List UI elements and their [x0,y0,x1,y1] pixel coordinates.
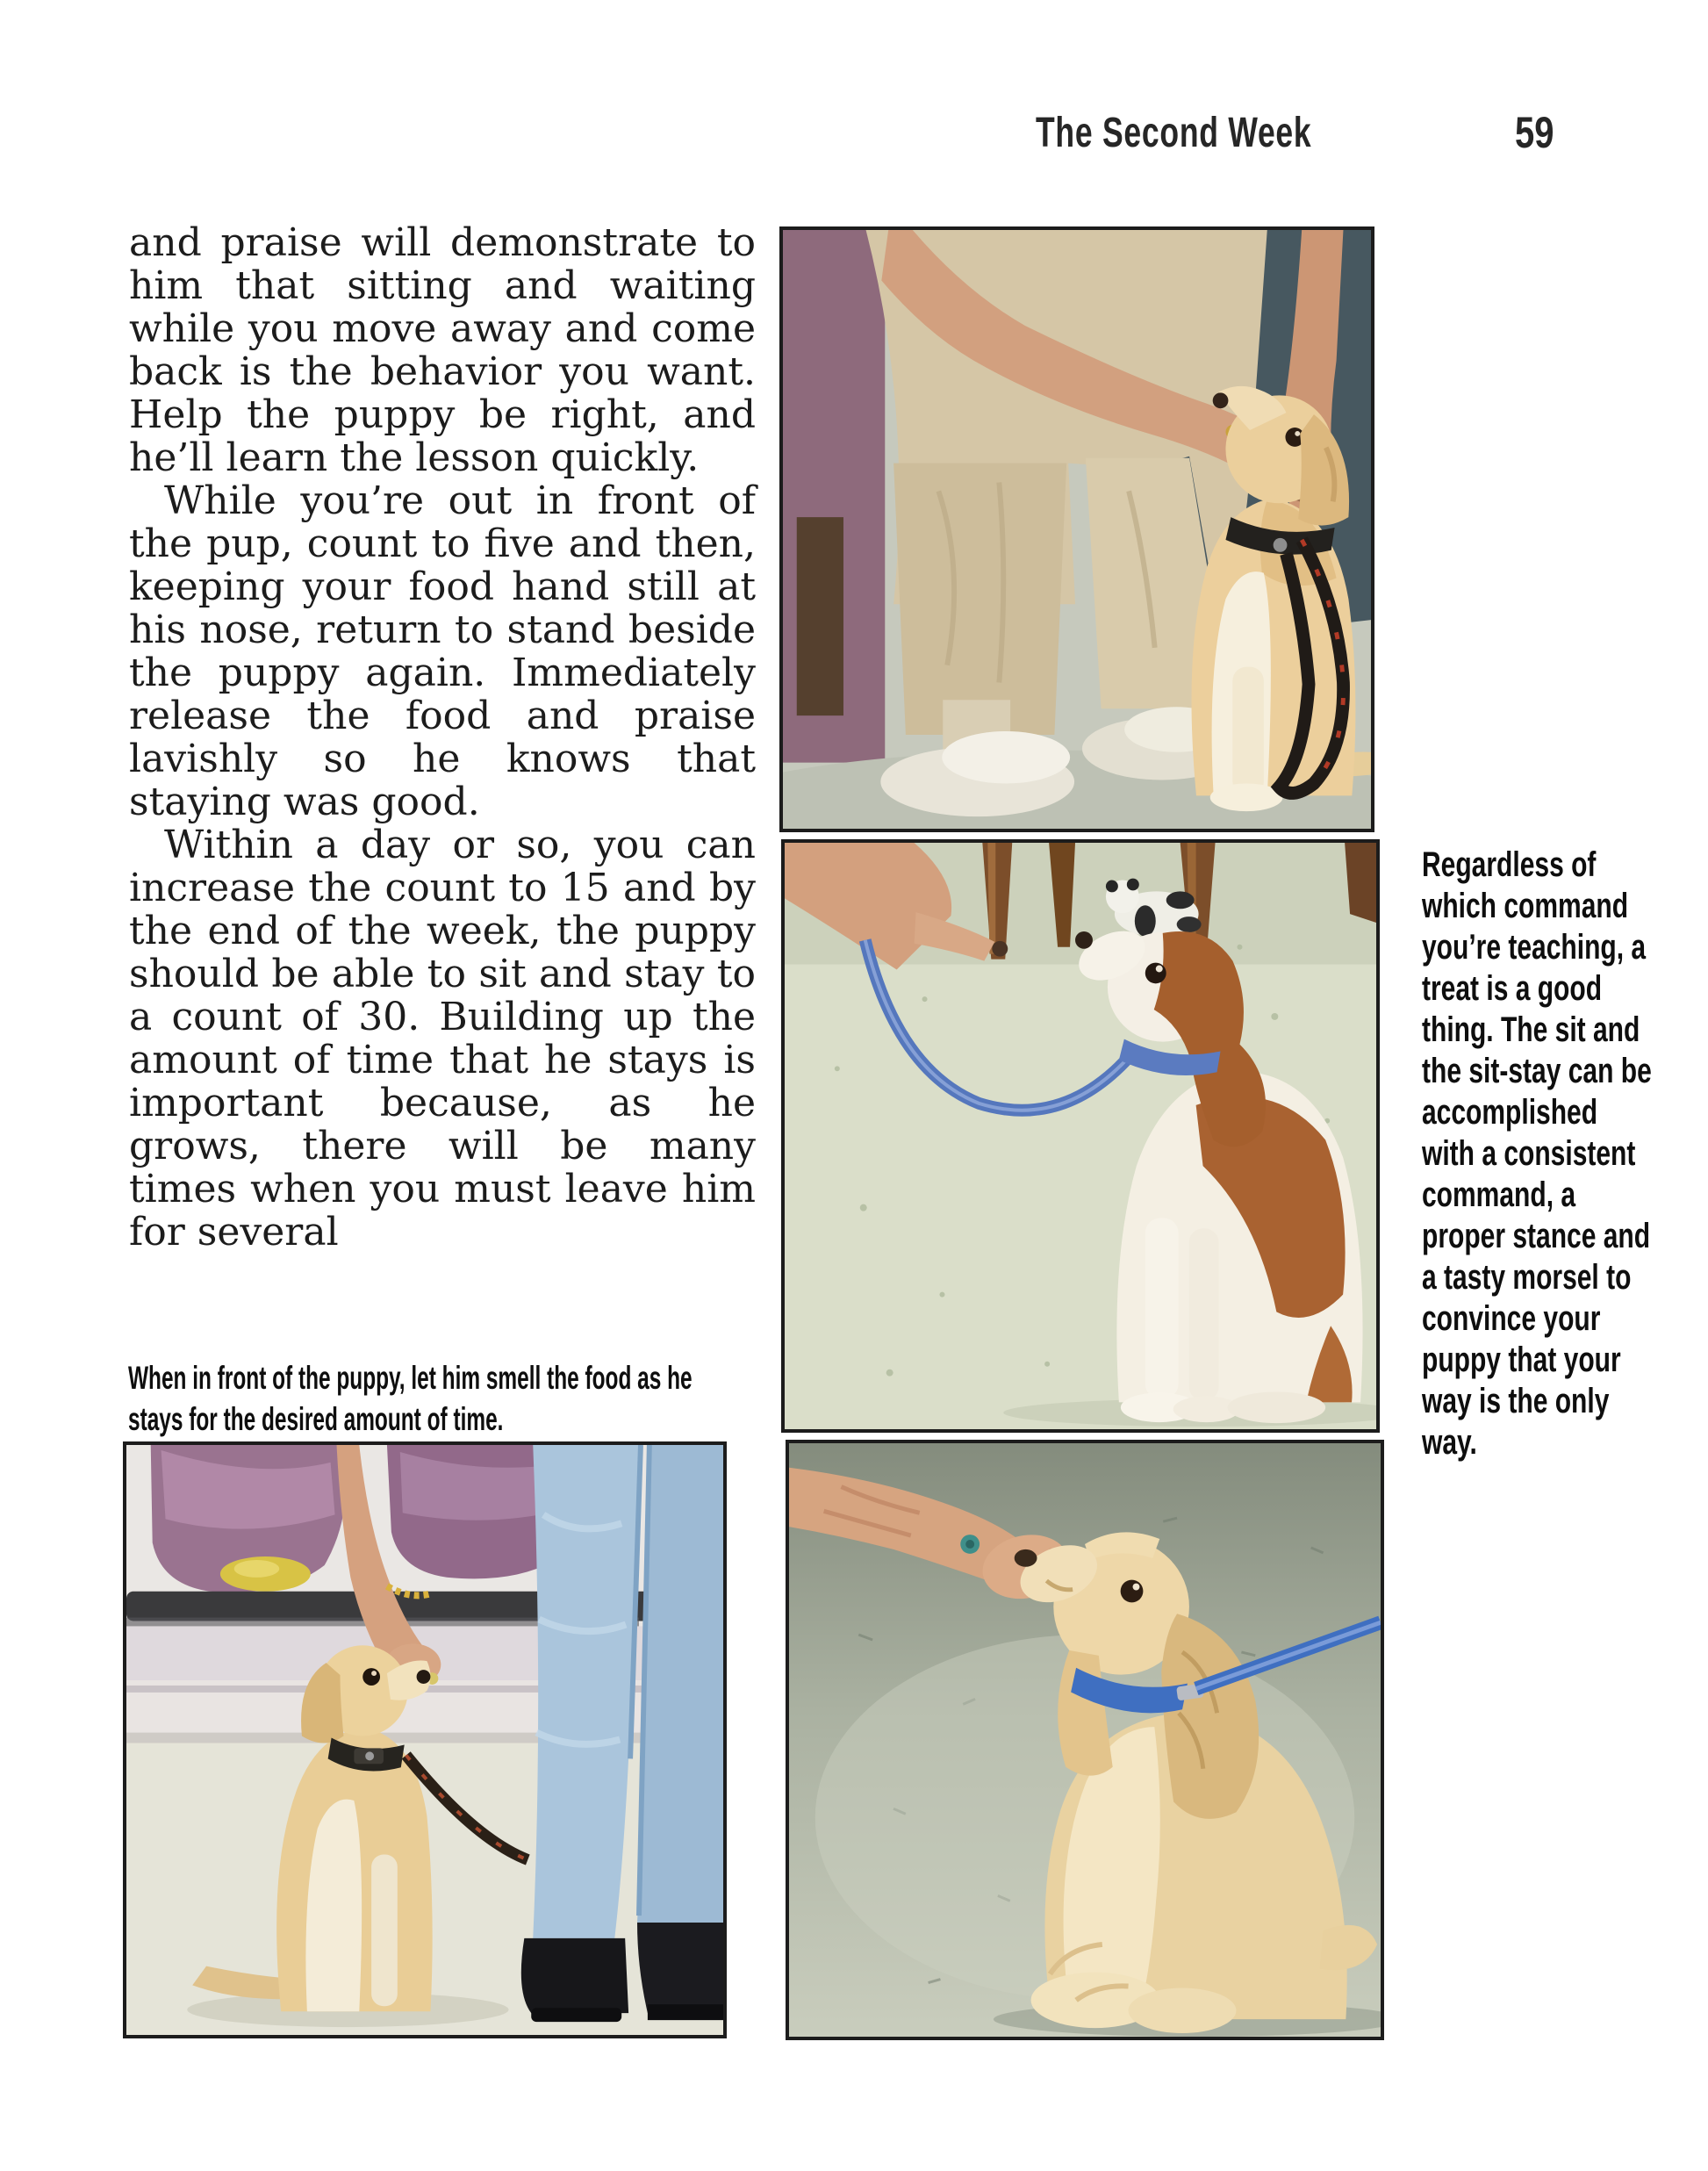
puppy-nose [1075,931,1093,949]
photo-sit-stay-golden-puppy [779,226,1374,832]
paragraph: and praise will demonstrate to him that sitting and waiting while you move away and come back is the behavior you want. Help the puppy be right, and he’ll learn the lesson quickly. [129,220,756,480]
paragraph: Within a day or so, you can increase the count to 15 and by the end of the week, the puppy should be able to sit and stay to a count of 30. Building up the amount of time that he stays is important because, as he grows, there will be many times when you must leave him for several [129,823,756,1254]
puppy-eye [1145,963,1166,984]
puppy-eye [1121,1580,1144,1603]
picture-frame [797,517,843,715]
body-column [129,221,756,1254]
running-head-title: The Second Week [1036,110,1312,156]
puppy-eye [362,1668,380,1686]
paragraph: While you’re out in front of the pup, count to five and then, keeping your food hand still at his nose, return to stand beside the puppy again. Immediately release the food and praise lavishly so he knows that staying was good. [129,478,756,824]
photo-caption: When in front of the puppy, let him smell the food as he stays for the desired amount of time. [128,1360,693,1437]
puppy-nose [1213,392,1229,408]
treat [992,941,1008,957]
puppy-nose [1015,1549,1037,1567]
photo-puppy-smelling-food [123,1441,727,2038]
puppy-nose [417,1670,431,1684]
sidebar-note: Regardless of which command you’re teaching, a treat is a good thing. The sit and the sit-stay can be accomplished with a consistent command, a proper stance and a tasty morsel to convince your puppy that your way is the only way. [1422,845,1652,1462]
photo-cocker-spaniel-treat [786,1440,1384,2040]
photo-spaniel-puppy-treat [781,839,1380,1433]
page-number: 59 [1515,108,1554,157]
